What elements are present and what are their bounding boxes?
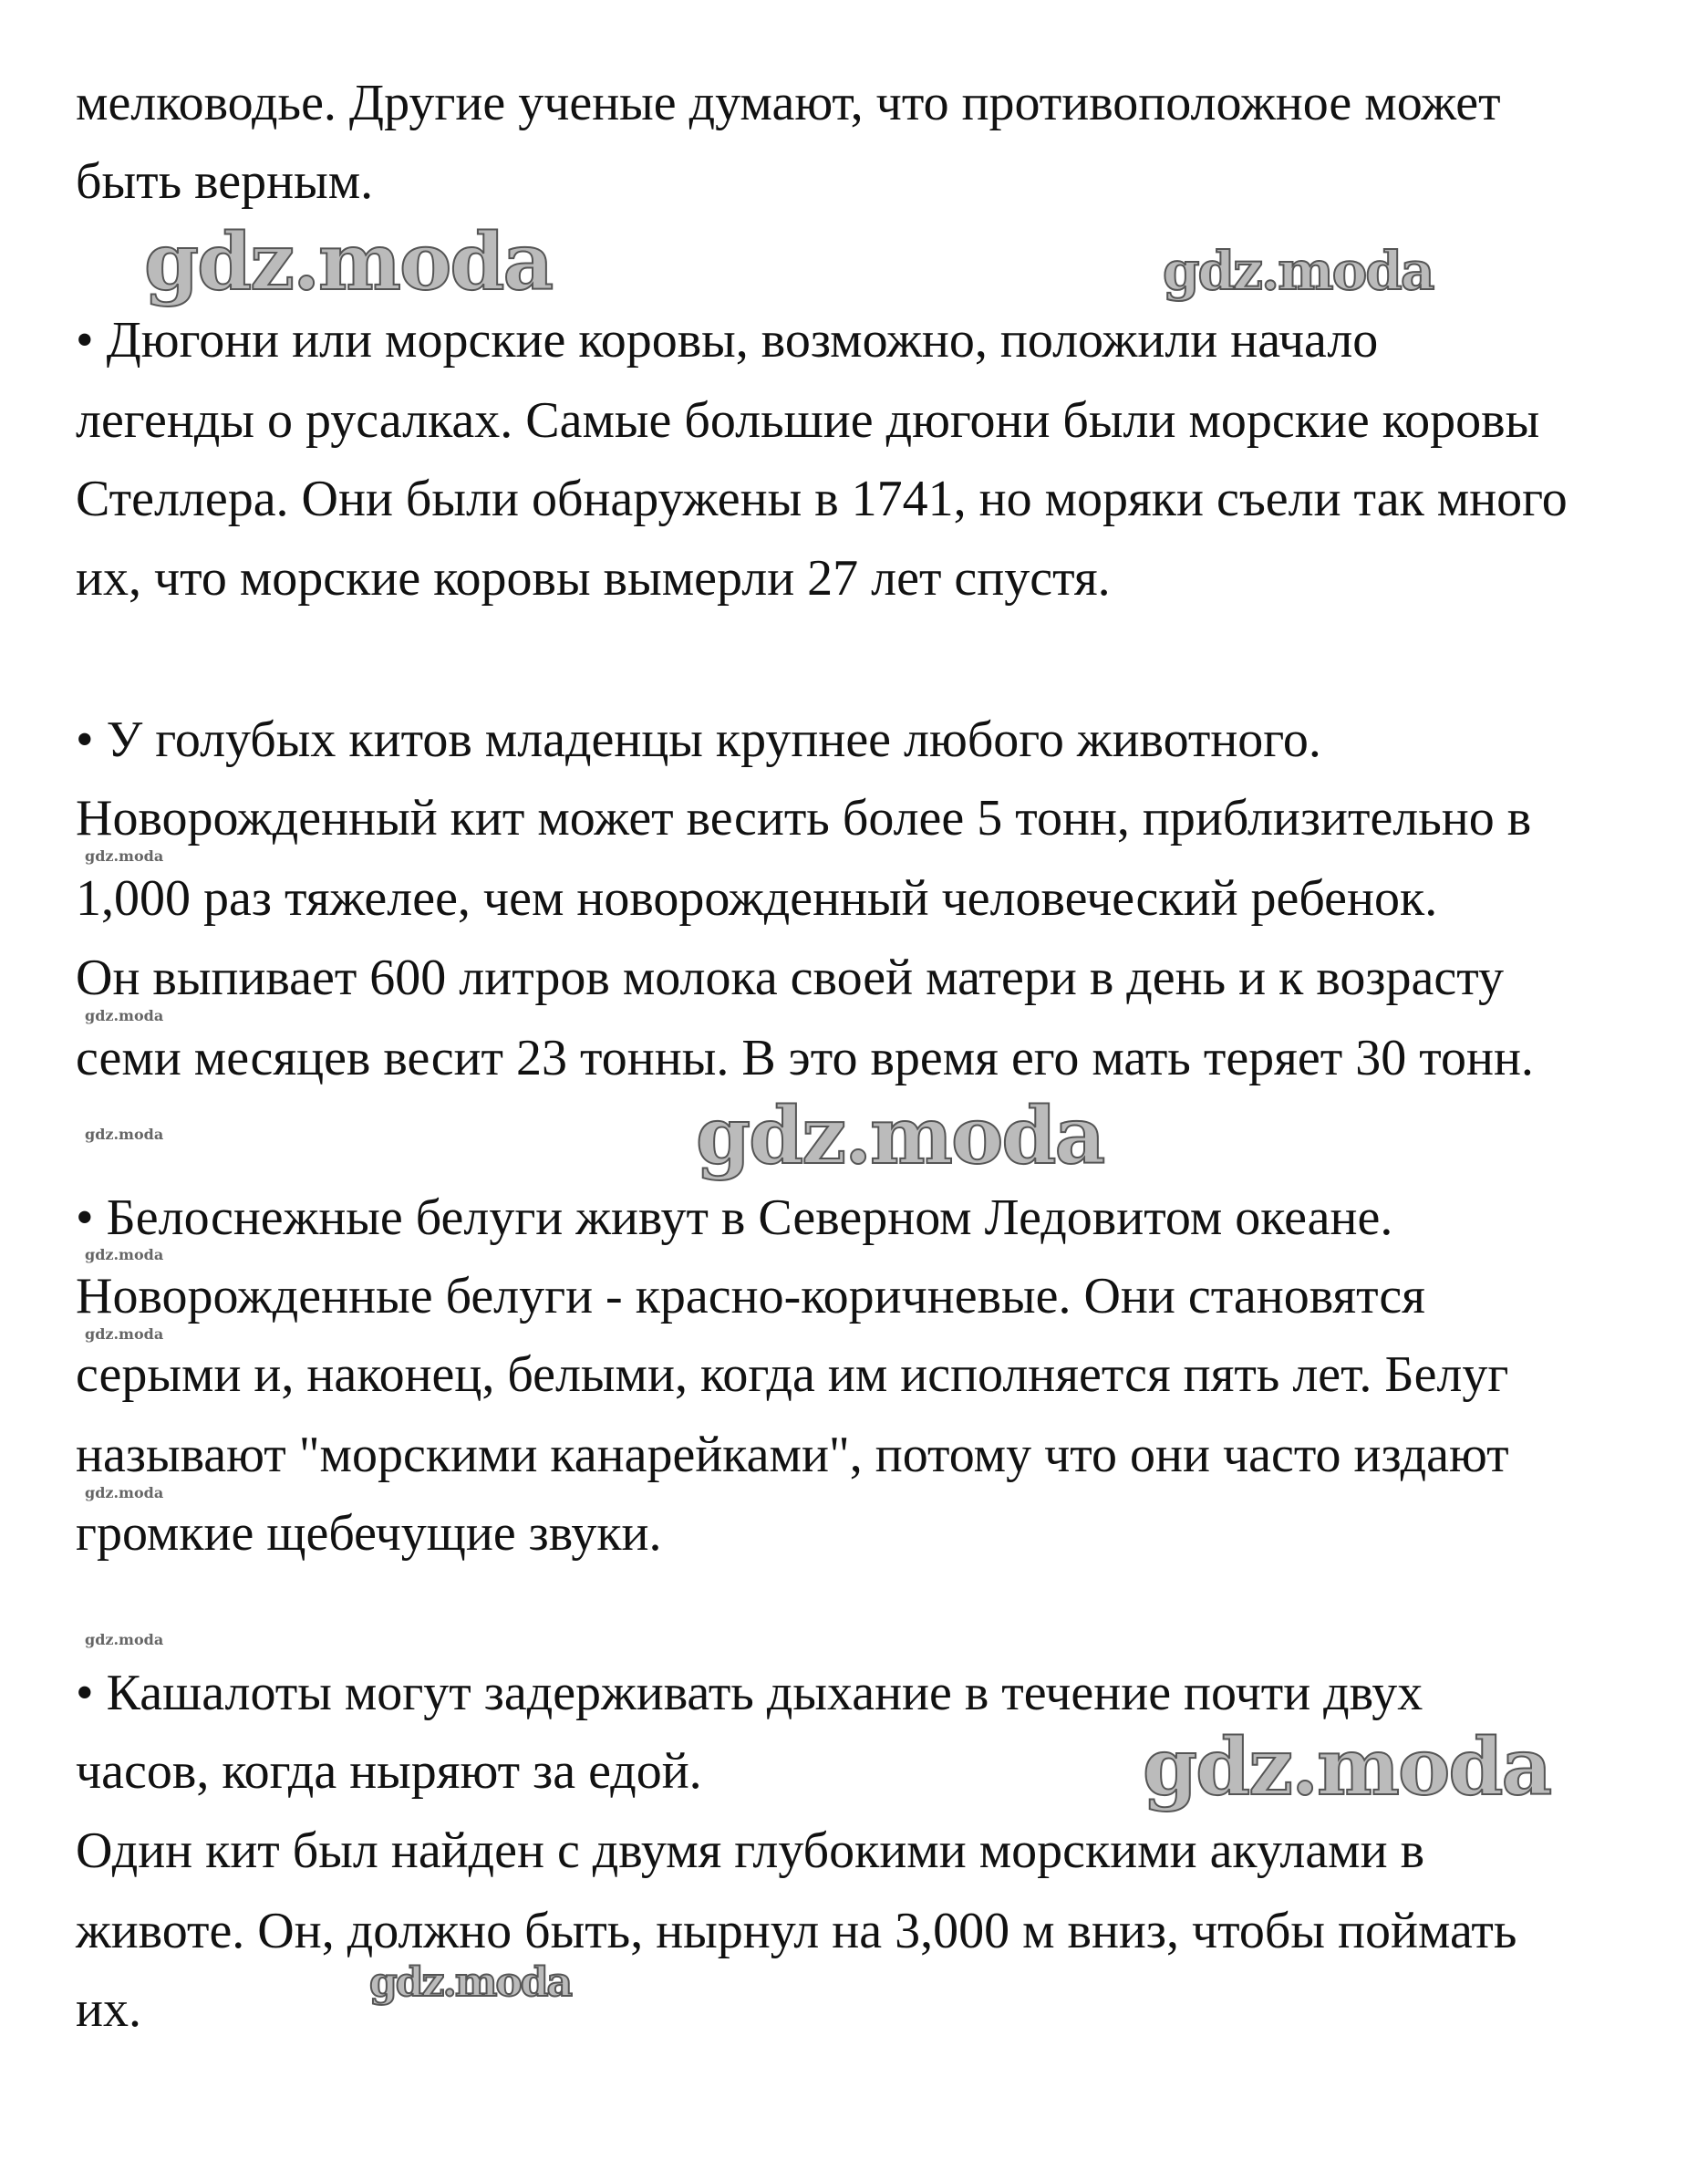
- watermark: gdz.moda: [1143, 1721, 1551, 1813]
- watermark-small: gdz.moda: [85, 1484, 164, 1501]
- text-line: • У голубых китов младенцы крупнее любого животного.: [76, 711, 1321, 768]
- text-line: их, что морские коровы вымерли 27 лет спустя.: [76, 550, 1111, 607]
- text-line: часов, когда ныряют за едой.: [76, 1743, 702, 1800]
- watermark-small: gdz.moda: [85, 1126, 164, 1143]
- watermark-small: gdz.moda: [85, 847, 164, 865]
- text-line: • Белоснежные белуги живут в Северном Ледовитом океане.: [76, 1189, 1393, 1246]
- watermark-small: gdz.moda: [85, 1246, 164, 1263]
- watermark: gdz.moda: [696, 1090, 1104, 1182]
- text-line: Новорожденный кит может весить более 5 тонн, приблизительно в: [76, 790, 1532, 846]
- text-line: • Кашалоты могут задерживать дыхание в течение почти двух: [76, 1665, 1423, 1721]
- text-line: Стеллера. Они были обнаружены в 1741, но моряки съели так много: [76, 471, 1568, 527]
- watermark-small: gdz.moda: [85, 1007, 164, 1024]
- text-line: животе. Он, должно быть, нырнул на 3,000 м вниз, чтобы поймать: [76, 1903, 1517, 1959]
- watermark-small: gdz.moda: [85, 1631, 164, 1648]
- watermark: gdz.moda: [144, 216, 553, 308]
- text-line: серыми и, наконец, белыми, когда им исполняется пять лет. Белуг: [76, 1346, 1509, 1403]
- text-line: называют "морскими канарейками", потому что они часто издают: [76, 1427, 1509, 1483]
- text-line: легенды о русалках. Самые большие дюгони были морские коровы: [76, 392, 1540, 449]
- text-line: Один кит был найден с двумя глубокими морскими акулами в: [76, 1822, 1425, 1879]
- text-line: Новорожденные белуги - красно-коричневые. Они становятся: [76, 1268, 1425, 1324]
- text-line: семи месяцев весит 23 тонны. В это время его мать теряет 30 тонн.: [76, 1030, 1534, 1086]
- text-line: их.: [76, 1981, 141, 2038]
- watermark: gdz.moda: [1163, 240, 1434, 302]
- watermark: gdz.moda: [369, 1959, 572, 2006]
- text-line: громкие щебечущие звуки.: [76, 1505, 662, 1562]
- text-line: • Дюгони или морские коровы, возможно, положили начало: [76, 312, 1379, 369]
- text-line: Он выпивает 600 литров молока своей матери в день и к возрасту: [76, 950, 1504, 1006]
- text-line: быть верным.: [76, 153, 374, 210]
- text-line: 1,000 раз тяжелее, чем новорожденный человеческий ребенок.: [76, 870, 1438, 927]
- watermark-small: gdz.moda: [85, 1325, 164, 1343]
- text-line: мелководье. Другие ученые думают, что противоположное может: [76, 75, 1501, 131]
